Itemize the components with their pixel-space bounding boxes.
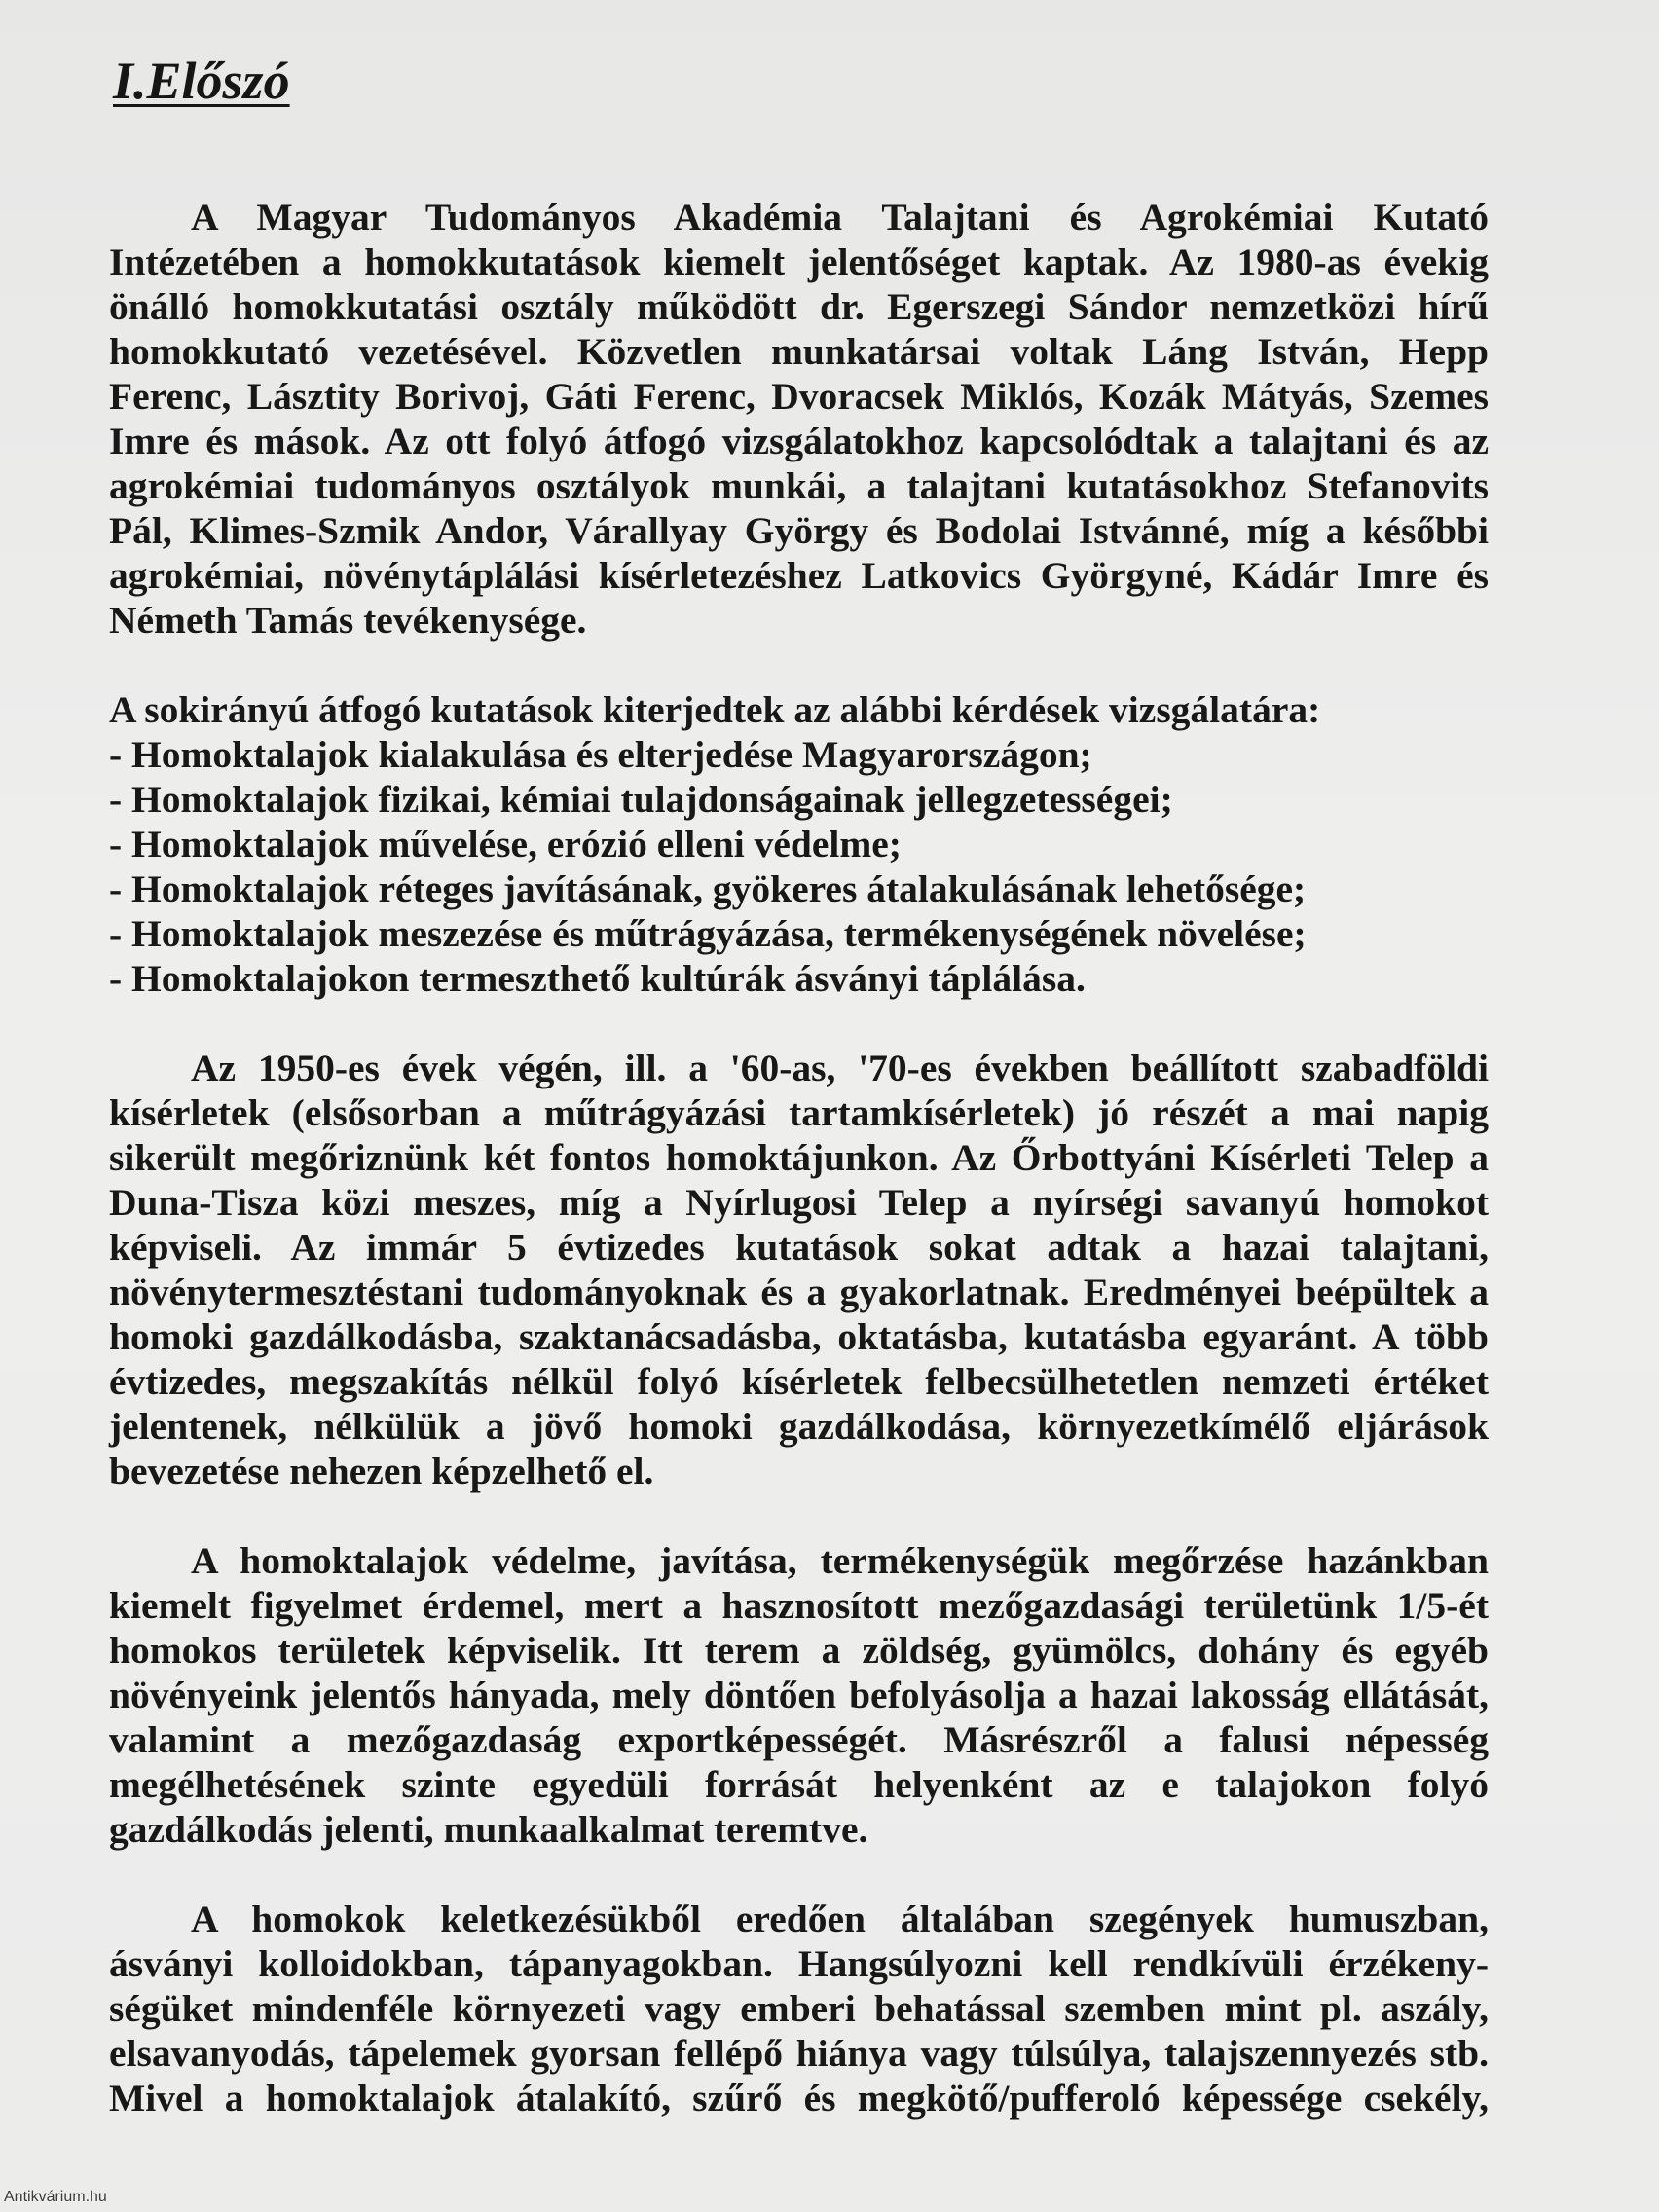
text-line: A homoktalajok védelme, javítása, termékenységük megőrzése hazánkban xyxy=(191,1539,1489,1582)
text-line: képviseli. Az immár 5 évtizedes kutatások sokat adtak a hazai talajtani, xyxy=(109,1226,1489,1269)
text-line: homokos területek képviselik. Itt terem a zöldség, gyümölcs, dohány és egyéb xyxy=(109,1629,1489,1672)
intro-paragraph xyxy=(109,195,1489,643)
text-line: kiemelt figyelmet érdemel, mert a hasznosított mezőgazdasági területünk 1/5-ét xyxy=(109,1584,1489,1627)
text-line: önálló homokkutatási osztály működött dr. Egerszegi Sándor nemzetközi hírű xyxy=(109,285,1489,328)
text-line: Az 1950-es évek végén, ill. a '60-as, '70-es években beállított szabadföldi xyxy=(191,1047,1489,1089)
topic-list-item: - Homoktalajok meszezése és műtrágyázása, termékenységének növelése; xyxy=(109,912,1307,955)
text-line: Ferenc, Lásztity Borivoj, Gáti Ferenc, Dvoracsek Miklós, Kozák Mátyás, Szemes xyxy=(109,375,1489,418)
text-line: agrokémiai tudományos osztályok munkái, a talajtani kutatásokhoz Stefanovits xyxy=(109,464,1489,507)
text-line: agrokémiai, növénytáplálási kísérletezéshez Latkovics Györgyné, Kádár Imre és xyxy=(109,554,1489,597)
paragraph-soil-protection xyxy=(109,1538,1489,1852)
topic-list-item: - Homoktalajok fizikai, kémiai tulajdonságainak jellegzetességei; xyxy=(109,778,1173,821)
topic-list-item: - Homoktalajok réteges javításának, gyökeres átalakulásának lehetősége; xyxy=(109,867,1307,910)
text-line: Duna-Tisza közi meszes, míg a Nyírlugosi Telep a nyírségi savanyú homokot xyxy=(109,1181,1489,1224)
text-line: valamint a mezőgazdaság exportképességét. Másrészről a falusi népesség xyxy=(109,1718,1489,1761)
text-line: A Magyar Tudományos Akadémia Talajtani és Agrokémiai Kutató xyxy=(191,196,1489,239)
text-line: bevezetése nehezen képzelhető el. xyxy=(109,1450,654,1493)
section-title: I.Előszó xyxy=(113,52,290,110)
paragraph-field-experiments xyxy=(109,1046,1489,1493)
text-line: Intézetében a homokkutatások kiemelt jelentőséget kaptak. Az 1980-as évekig xyxy=(109,240,1489,283)
paragraph-sand-properties xyxy=(109,1897,1489,2120)
text-line: Németh Tamás tevékenysége. xyxy=(109,599,587,642)
text-line: A homokok keletkezésükből eredően általában szegények humuszban, xyxy=(191,1898,1489,1940)
topics-intro: A sokirányú átfogó kutatások kiterjedtek az alábbi kérdések vizsgálatára: xyxy=(109,688,1321,731)
text-line: homoki gazdálkodásba, szaktanácsadásba, oktatásba, kutatásba egyaránt. A több xyxy=(109,1315,1489,1358)
text-line: elsavanyodás, tápelemek gyorsan fellépő hiánya vagy túlsúlya, talajszennyezés stb. xyxy=(109,2032,1489,2075)
text-line: sikerült megőriznünk két fontos homoktájunkon. Az Őrbottyáni Kísérleti Telep a xyxy=(109,1136,1489,1179)
text-line: ségüket mindenféle környezeti vagy emberi behatással szemben mint pl. aszály, xyxy=(109,1987,1489,2030)
text-line: homokkutató vezetésével. Közvetlen munkatársai voltak Láng István, Hepp xyxy=(109,330,1489,373)
text-line: Pál, Klimes-Szmik Andor, Várallyay György és Bodolai Istvánné, míg a későbbi xyxy=(109,509,1489,552)
text-line: Imre és mások. Az ott folyó átfogó vizsgálatokhoz kapcsolódtak a talajtani és az xyxy=(109,420,1489,462)
text-line: jelentenek, nélkülük a jövő homoki gazdálkodása, környezetkímélő eljárások xyxy=(109,1405,1489,1448)
topic-list-item: - Homoktalajok kialakulása és elterjedése Magyarországon; xyxy=(109,733,1092,776)
research-topics xyxy=(109,687,1489,1001)
document-body xyxy=(109,195,1489,2120)
text-line: kísérletek (elsősorban a műtrágyázási tartamkísérletek) jó részét a mai napig xyxy=(109,1091,1489,1134)
text-line: megélhetésének szinte egyedüli forrását helyenként az e talajokon folyó xyxy=(109,1763,1489,1806)
topic-list-item: - Homoktalajokon termeszthető kultúrák ásványi táplálása. xyxy=(109,957,1086,1000)
text-line: növényeink jelentős hányada, mely döntően befolyásolja a hazai lakosság ellátását, xyxy=(109,1674,1489,1716)
text-line: növénytermesztéstani tudományoknak és a gyakorlatnak. Eredményei beépültek a xyxy=(109,1271,1489,1313)
topic-list-item: - Homoktalajok művelése, erózió elleni védelme; xyxy=(109,823,902,866)
text-line: ásványi kolloidokban, tápanyagokban. Hangsúlyozni kell rendkívüli érzékeny- xyxy=(109,1942,1489,1985)
watermark: Antikvárium.hu xyxy=(4,2189,107,2205)
text-line: évtizedes, megszakítás nélkül folyó kísérletek felbecsülhetetlen nemzeti értéket xyxy=(109,1360,1489,1403)
text-line: gazdálkodás jelenti, munkaalkalmat teremtve. xyxy=(109,1808,868,1851)
text-line: Mivel a homoktalajok átalakító, szűrő és megkötő/pufferoló képessége csekély, xyxy=(109,2077,1489,2120)
